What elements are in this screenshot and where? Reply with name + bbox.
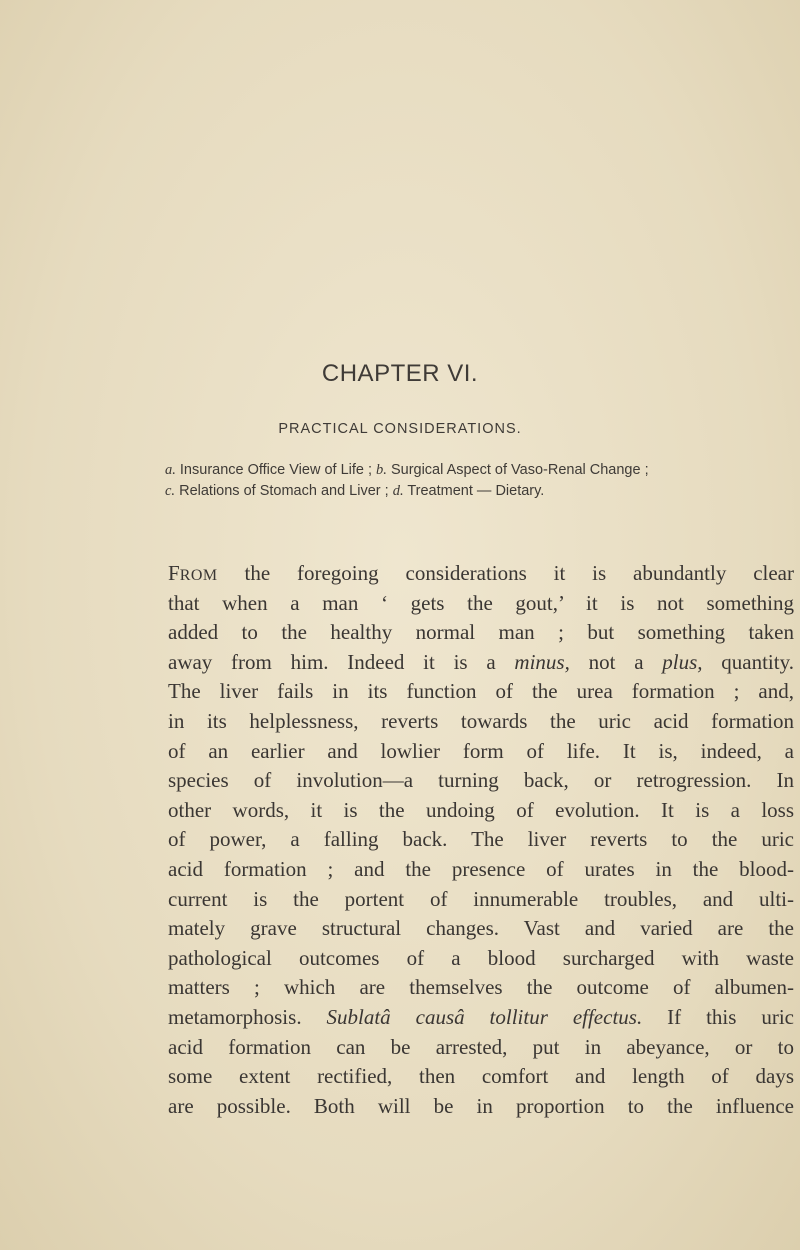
synopsis-text: Relations of Stomach and Liver ; (179, 483, 389, 499)
text-line: in its helplessness, reverts towards the uric acid formation (168, 708, 794, 733)
chapter-synopsis (165, 460, 795, 502)
synopsis-line (165, 460, 795, 481)
text-line: current is the portent of innumerable troubles, and ulti- (168, 886, 794, 911)
latin-phrase: Sublatâ causâ tollitur effectus. (326, 1004, 643, 1029)
text-line: are possible. Both will be in proportion to the influence (168, 1093, 794, 1118)
text-fragment: If this uric (642, 1004, 794, 1029)
synopsis-text: Insurance Office View of Life ; (179, 462, 373, 478)
text-line: species of involution—a turning back, or retrogression. In (168, 768, 794, 793)
chapter-title: PRACTICAL CONSIDERATIONS. (278, 421, 522, 437)
text-line: other words, it is the undoing of evolution. It is a loss (168, 797, 794, 822)
text-line (168, 648, 794, 678)
text-line: acid formation ; and the presence of urates in the blood- (168, 856, 794, 881)
synopsis-letter: b. (376, 462, 387, 478)
text-fragment: the foregoing considerations it is abundantly clear (217, 561, 794, 585)
text-fragment: quantity. (702, 649, 794, 674)
synopsis-letter: a. (165, 462, 176, 478)
text-line: some extent rectified, then comfort and length of days (168, 1064, 794, 1089)
italic-text: plus, (662, 649, 703, 674)
synopsis-text: Treatment — Dietary. (407, 483, 545, 499)
text-line: matters ; which are themselves the outcome of albumen- (168, 975, 794, 1000)
dropcap-letter: F (168, 561, 180, 585)
synopsis-letter: d. (392, 483, 404, 499)
text-line: The liver fails in its function of the urea formation ; and, (168, 679, 794, 704)
text-line (168, 559, 794, 589)
text-line: acid formation can be arrested, put in abeyance, or to (168, 1034, 794, 1059)
text-line: pathological outcomes of a blood surcharged with waste (168, 945, 794, 970)
synopsis-text: Surgical Aspect of Vaso-Renal Change ; (390, 462, 649, 478)
text-fragment: away from him. Indeed it is a (168, 649, 515, 674)
text-fragment: metamorphosis. (168, 1004, 327, 1029)
text-fragment: not a (569, 649, 663, 674)
body-paragraph (168, 559, 794, 1121)
text-line: that when a man ‘ gets the gout,’ it is not something (168, 590, 794, 615)
synopsis-letter: c. (165, 483, 176, 499)
italic-text: minus, (514, 649, 570, 674)
synopsis-line (165, 481, 795, 502)
text-line: mately grave structural changes. Vast and varied are the (168, 916, 794, 941)
text-line: of power, a falling back. The liver reverts to the uric (168, 827, 794, 852)
text-line (168, 1003, 794, 1033)
text-line: added to the healthy normal man ; but something taken (168, 620, 794, 645)
text-line: of an earlier and lowlier form of life. It is, indeed, a (168, 738, 794, 763)
smallcaps-text: ROM (179, 567, 218, 584)
chapter-heading: CHAPTER VI. (321, 360, 479, 387)
